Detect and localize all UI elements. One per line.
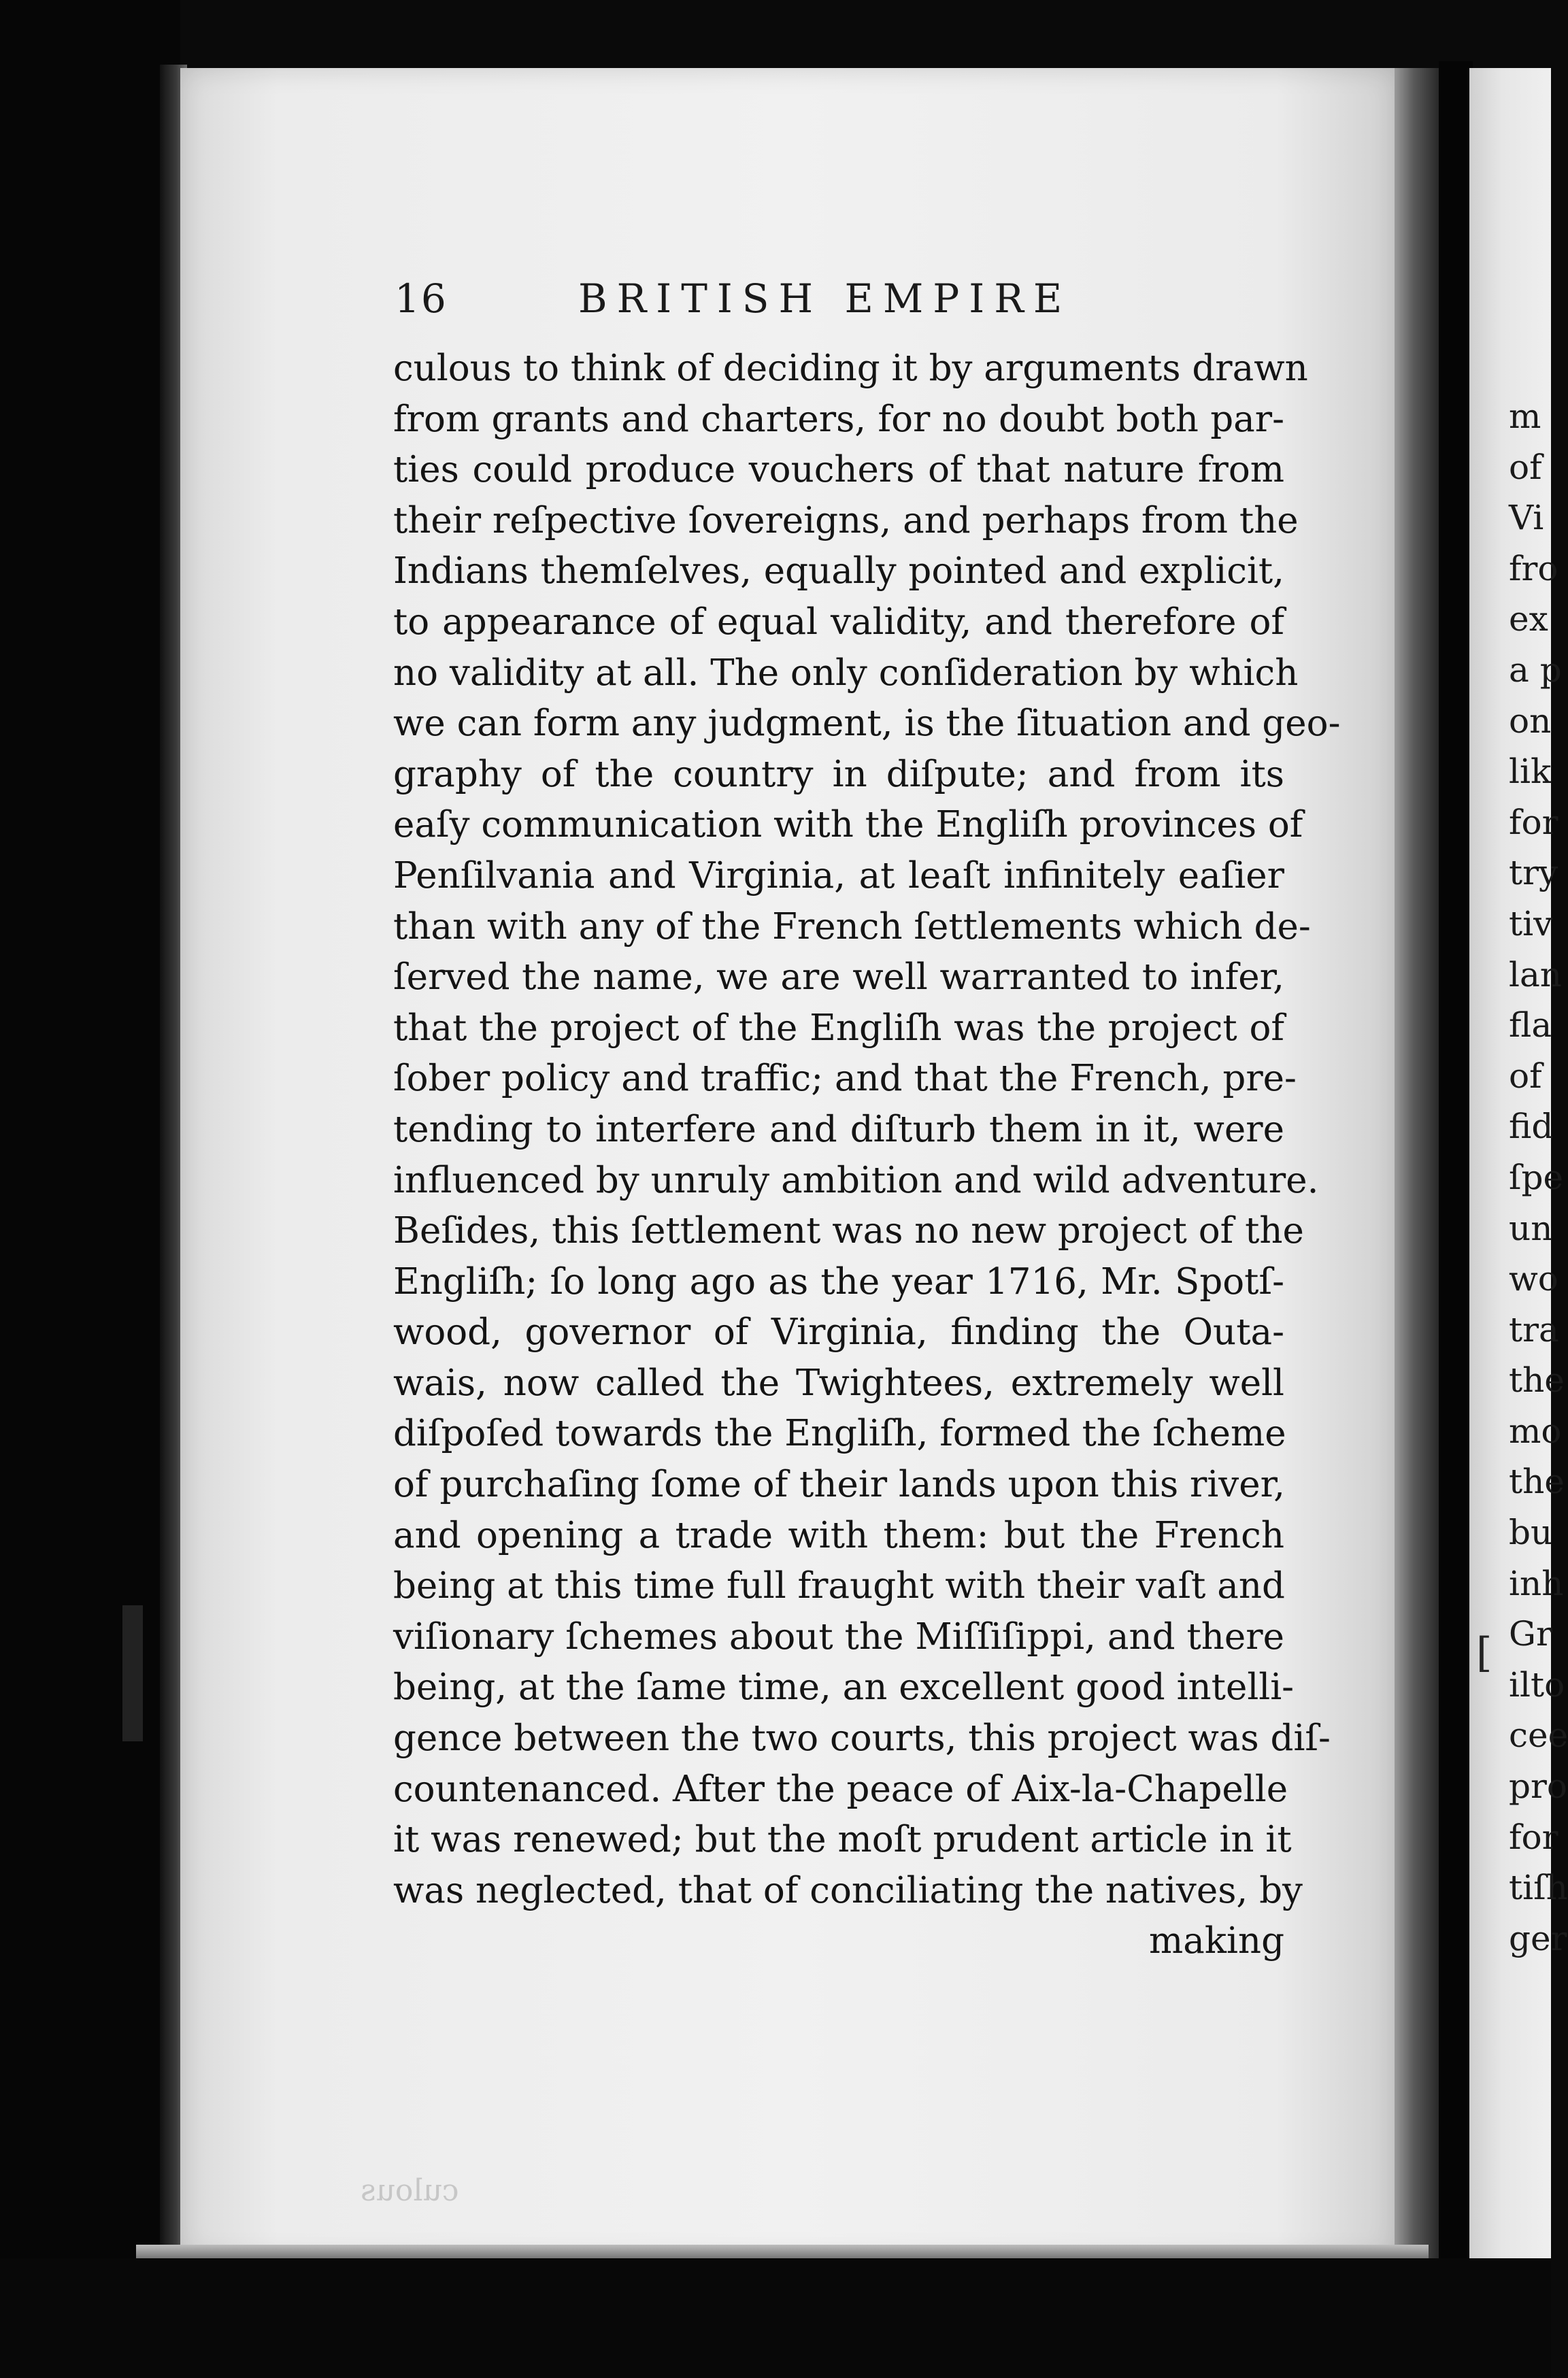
facing-page-fragment: lik: [1509, 752, 1552, 792]
text-line: ſerved the name, we are well warranted to infer,: [393, 956, 1284, 999]
left-dark-margin: [0, 0, 180, 2378]
text-line: countenanced. After the peace of Aix-la-Chapelle: [393, 1768, 1288, 1810]
bleed-through-text: culous: [361, 2173, 459, 2208]
text-line: it was renewed; but the moſt prudent article in it: [393, 1819, 1292, 1861]
facing-page-fragment: of: [1509, 447, 1542, 487]
text-line: eaſy communication with the Engliſh provinces of: [393, 804, 1303, 846]
facing-page-fragment: cee: [1509, 1715, 1568, 1756]
text-line: to appearance of equal validity, and therefore of: [393, 601, 1284, 643]
page-right-shadow: [1395, 68, 1442, 2258]
page-number: 16: [395, 275, 448, 322]
text-line: wood, governor of Virginia, finding the Outa-: [393, 1311, 1284, 1354]
facing-page-fragment: pro: [1509, 1766, 1568, 1807]
facing-page-fragment: mo: [1509, 1411, 1562, 1451]
text-line: graphy of the country in diſpute; and from its: [393, 753, 1284, 795]
facing-page-fragment: ger: [1509, 1918, 1567, 1958]
facing-page-fragment: bu: [1509, 1513, 1553, 1553]
facing-page-fragment: inh: [1509, 1563, 1564, 1603]
text-line: being, at the ſame time, an excellent good intelli-: [393, 1667, 1295, 1709]
text-line: culous to think of deciding it by arguments drawn: [393, 348, 1308, 389]
running-header: [395, 275, 1279, 337]
text-line: diſpoſed towards the Engliſh, formed the ſcheme: [393, 1413, 1286, 1455]
facing-page-fragment: ex: [1509, 599, 1548, 639]
text-line: that the project of the Engliſh was the project of: [393, 1007, 1284, 1049]
facing-page-fragment: of: [1509, 1056, 1542, 1096]
text-line: and opening a trade with them: but the French: [393, 1514, 1284, 1556]
book-gutter: [1439, 61, 1473, 2333]
bottom-dark-margin: [0, 2258, 1551, 2378]
text-line: Penſilvania and Virginia, at leaſt infinitely eaſier: [393, 854, 1284, 897]
facing-page-fragment: fla: [1509, 1005, 1552, 1045]
text-line: from grants and charters, for no doubt both par-: [393, 398, 1284, 440]
text-line: was neglected, that of conciliating the natives, by: [393, 1869, 1303, 1911]
facing-page-bracket: [: [1476, 1629, 1492, 1677]
facing-page-fragment: for: [1509, 1817, 1558, 1857]
text-line: no validity at all. The only conſideration by which: [393, 652, 1299, 694]
facing-page-fragment: un: [1509, 1208, 1553, 1248]
text-line: Indians themſelves, equally pointed and explicit,: [393, 550, 1284, 592]
facing-page-fragment: tra: [1509, 1309, 1559, 1350]
running-title: BRITISH EMPIRE: [578, 275, 1072, 322]
text-line: ties could produce vouchers of that nature from: [393, 449, 1284, 491]
facing-page-fragment: Vi: [1509, 498, 1544, 538]
facing-page-fragment: m: [1509, 397, 1541, 436]
facing-page-fragment: wo: [1509, 1259, 1558, 1299]
facing-page-fragment: tiſh: [1509, 1868, 1568, 1908]
text-line: than with any of the French ſettlements which de-: [393, 905, 1311, 948]
facing-page-fragment: try: [1509, 853, 1558, 893]
text-line: Engliſh; ſo long ago as the year 1716, Mr. Spotſ-: [393, 1260, 1284, 1303]
text-line: influenced by unruly ambition and wild adventure.: [393, 1159, 1319, 1201]
text-line: Beſides, this ſettlement was no new project of the: [393, 1210, 1304, 1252]
facing-page-fragment: Gr: [1509, 1614, 1552, 1654]
text-line: viſionary ſchemes about the Miſſiſippi, and there: [393, 1615, 1284, 1658]
facing-page-fragment: fid: [1509, 1107, 1554, 1147]
facing-page-fragment: ſpe: [1509, 1157, 1564, 1197]
binding-mark: [122, 1605, 143, 1741]
text-line: tending to interfere and diſturb them in it, were: [393, 1108, 1284, 1150]
text-line: wais, now called the Twightees, extremely well: [393, 1362, 1284, 1404]
facing-page-fragment: fro: [1509, 548, 1558, 588]
facing-page-fragment: on: [1509, 701, 1552, 741]
text-line: ſober policy and traffic; and that the French, pre-: [393, 1058, 1297, 1100]
body-text: [393, 344, 1341, 1967]
facing-page-fragment: the: [1509, 1462, 1565, 1502]
facing-page-fragment: for: [1509, 802, 1558, 842]
facing-page-fragment: lan: [1509, 954, 1563, 994]
text-line: we can form any judgment, is the ſituation and geo-: [393, 703, 1341, 745]
text-line: of purchaſing ſome of their lands upon this river,: [393, 1464, 1285, 1506]
text-line: their reſpective ſovereigns, and perhaps from the: [393, 499, 1299, 541]
text-line: gence between the two courts, this project was diſ-: [393, 1718, 1331, 1760]
facing-page-fragment: ilto: [1509, 1664, 1565, 1705]
facing-page-fragment: the: [1509, 1360, 1565, 1401]
catchword: making: [1149, 1920, 1284, 1962]
facing-page-text: [1509, 391, 1568, 1964]
facing-page-fragment: a p: [1509, 650, 1562, 690]
text-line: being at this time full fraught with their vaſt and: [393, 1565, 1285, 1607]
facing-page-fragment: tiv: [1509, 903, 1553, 943]
